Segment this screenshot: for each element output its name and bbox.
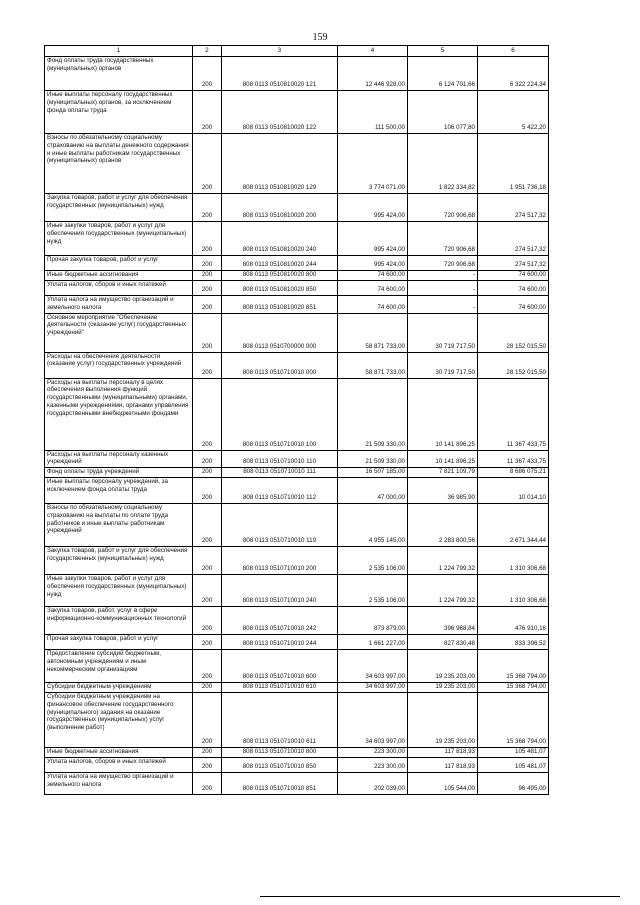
row-executed-amount: 105 544,00 — [408, 773, 478, 795]
row-budget-code: 808 0113 0510710010 111 — [222, 468, 338, 478]
row-executed-amount: 720 906,68 — [408, 256, 478, 271]
row-unexecuted-amount: 6 322 224,34 — [478, 57, 549, 91]
row-budget-code: 808 0113 0510810020 122 — [222, 91, 338, 134]
row-name: Взносы по обязательному социальному страхованию на выплаты по оплате труда работников и иные выплаты работникам учреждений — [45, 504, 193, 547]
row-budget-code: 808 0113 0510810020 200 — [222, 194, 338, 222]
row-executed-amount: 10 141 896,25 — [408, 378, 478, 450]
row-approved-amount: 21 509 330,00 — [338, 378, 408, 450]
row-budget-code: 808 0113 0510710010 110 — [222, 450, 338, 468]
row-approved-amount: 58 871 733,00 — [338, 352, 408, 378]
row-approved-amount: 995 424,00 — [338, 222, 408, 256]
row-unexecuted-amount: 105 481,07 — [478, 758, 549, 773]
row-line-code: 200 — [193, 313, 222, 352]
row-unexecuted-amount: 96 495,00 — [478, 773, 549, 795]
row-executed-amount: 827 830,48 — [408, 635, 478, 650]
table-row — [45, 450, 549, 468]
row-unexecuted-amount: 274 517,32 — [478, 222, 549, 256]
column-header: 4 — [338, 46, 408, 57]
row-line-code: 200 — [193, 222, 222, 256]
row-approved-amount: 995 424,00 — [338, 256, 408, 271]
row-budget-code: 808 0113 0510710010 000 — [222, 352, 338, 378]
row-line-code: 200 — [193, 575, 222, 607]
row-unexecuted-amount: 28 152 015,50 — [478, 352, 549, 378]
row-unexecuted-amount: 1 310 306,68 — [478, 575, 549, 607]
column-header: 2 — [193, 46, 222, 57]
row-budget-code: 808 0113 0510700000 000 — [222, 313, 338, 352]
table-row — [45, 547, 549, 575]
row-approved-amount: 223 300,00 — [338, 748, 408, 758]
row-name: Уплата налогов, сборов и иных платежей — [45, 281, 193, 296]
row-line-code: 200 — [193, 296, 222, 314]
row-line-code: 200 — [193, 683, 222, 693]
row-name: Уплата налога на имущество организаций и земельного налога — [45, 773, 193, 795]
row-executed-amount: 36 985,90 — [408, 478, 478, 504]
row-approved-amount: 3 774 071,00 — [338, 134, 408, 194]
row-line-code: 200 — [193, 352, 222, 378]
row-name: Иные бюджетные ассигнования — [45, 271, 193, 281]
column-header: 6 — [478, 46, 549, 57]
row-unexecuted-amount: 11 367 433,75 — [478, 378, 549, 450]
row-name: Уплата налога на имущество организаций и земельного налога — [45, 296, 193, 314]
row-executed-amount: 117 818,93 — [408, 748, 478, 758]
row-approved-amount: 1 661 227,00 — [338, 635, 408, 650]
row-approved-amount: 2 535 106,00 — [338, 547, 408, 575]
row-approved-amount: 223 300,00 — [338, 758, 408, 773]
row-budget-code: 808 0113 0510710010 610 — [222, 683, 338, 693]
row-unexecuted-amount: 1 310 306,68 — [478, 547, 549, 575]
row-executed-amount: - — [408, 296, 478, 314]
table-row — [45, 378, 549, 450]
row-executed-amount: 396 968,84 — [408, 607, 478, 635]
row-unexecuted-amount: 2 671 344,44 — [478, 504, 549, 547]
row-name: Расходы на выплаты персоналу казенных учреждений — [45, 450, 193, 468]
row-line-code: 200 — [193, 134, 222, 194]
row-executed-amount: 720 906,68 — [408, 194, 478, 222]
row-budget-code: 808 0113 0510710010 244 — [222, 635, 338, 650]
column-header: 1 — [45, 46, 193, 57]
row-unexecuted-amount: 11 367 433,75 — [478, 450, 549, 468]
row-executed-amount: - — [408, 281, 478, 296]
table-row — [45, 271, 549, 281]
row-executed-amount: 10 141 896,25 — [408, 450, 478, 468]
row-name: Закупка товаров, работ, услуг в сфере информационно-коммуникационных технологий — [45, 607, 193, 635]
row-budget-code: 808 0113 0510710010 850 — [222, 758, 338, 773]
row-line-code: 200 — [193, 194, 222, 222]
row-unexecuted-amount: 476 910,16 — [478, 607, 549, 635]
table-row — [45, 575, 549, 607]
row-name: Субсидии бюджетным учреждениям на финансовое обеспечение государственного (муниципального) задания на оказание государственных (муниципальных) услуг (выполнение работ) — [45, 693, 193, 748]
row-executed-amount: 7 821 109,79 — [408, 468, 478, 478]
row-budget-code: 808 0113 0510810020 121 — [222, 57, 338, 91]
row-line-code: 200 — [193, 256, 222, 271]
row-budget-code: 808 0113 0510810020 851 — [222, 296, 338, 314]
row-unexecuted-amount: 1 951 736,18 — [478, 134, 549, 194]
row-executed-amount: - — [408, 271, 478, 281]
row-line-code: 200 — [193, 91, 222, 134]
row-budget-code: 808 0113 0510810020 850 — [222, 281, 338, 296]
row-budget-code: 808 0113 0510710010 800 — [222, 748, 338, 758]
row-approved-amount: 16 507 185,00 — [338, 468, 408, 478]
row-name: Расходы на выплаты персоналу в целях обеспечения выполнения функций государственными (муниципальными) органами, казенными учреждениями, органами управления государственными внебюджетными фондами — [45, 378, 193, 450]
row-budget-code: 808 0113 0510710010 600 — [222, 650, 338, 683]
row-line-code: 200 — [193, 547, 222, 575]
row-line-code: 200 — [193, 57, 222, 91]
row-name: Взносы по обязательному социальному страхованию на выплаты денежного содержания и иные выплаты работникам государственных (муниципальных) органов — [45, 134, 193, 194]
table-row — [45, 693, 549, 748]
row-approved-amount: 74 600,00 — [338, 281, 408, 296]
row-budget-code: 808 0113 0510710010 112 — [222, 478, 338, 504]
row-name: Иные выплаты персоналу государственных (муниципальных) органов, за исключением фонда оплаты труда — [45, 91, 193, 134]
row-approved-amount: 74 600,00 — [338, 296, 408, 314]
row-executed-amount: 30 719 717,50 — [408, 313, 478, 352]
row-budget-code: 808 0113 0510710010 611 — [222, 693, 338, 748]
row-executed-amount: 1 822 334,82 — [408, 134, 478, 194]
row-name: Основное мероприятие "Обеспечение деятельности (оказание услуг) государственных учреждений" — [45, 313, 193, 352]
row-line-code: 200 — [193, 478, 222, 504]
row-approved-amount: 995 424,00 — [338, 194, 408, 222]
row-line-code: 200 — [193, 504, 222, 547]
row-name: Прочая закупка товаров, работ и услуг — [45, 256, 193, 271]
table-row — [45, 504, 549, 547]
row-name: Фонд оплаты труда учреждений — [45, 468, 193, 478]
table-row — [45, 468, 549, 478]
row-unexecuted-amount: 105 481,07 — [478, 748, 549, 758]
row-approved-amount: 21 509 330,00 — [338, 450, 408, 468]
row-budget-code: 808 0113 0510710010 119 — [222, 504, 338, 547]
column-header: 5 — [408, 46, 478, 57]
row-unexecuted-amount: 274 517,32 — [478, 194, 549, 222]
row-budget-code: 808 0113 0510810020 800 — [222, 271, 338, 281]
row-approved-amount: 34 603 997,00 — [338, 683, 408, 693]
row-executed-amount: 2 283 800,56 — [408, 504, 478, 547]
row-executed-amount: 6 124 701,66 — [408, 57, 478, 91]
table-row — [45, 256, 549, 271]
row-approved-amount: 202 039,00 — [338, 773, 408, 795]
row-name: Закупка товаров, работ и услуг для обеспечения государственных (муниципальных) нужд — [45, 547, 193, 575]
table-row — [45, 91, 549, 134]
row-line-code: 200 — [193, 378, 222, 450]
row-budget-code: 808 0113 0510810020 244 — [222, 256, 338, 271]
row-line-code: 200 — [193, 748, 222, 758]
row-name: Предоставление субсидий бюджетным, автономным учреждениям и иным некоммерческим организациям — [45, 650, 193, 683]
row-line-code: 200 — [193, 773, 222, 795]
row-approved-amount: 4 955 145,00 — [338, 504, 408, 547]
row-line-code: 200 — [193, 607, 222, 635]
row-name: Расходы на обеспечение деятельности (оказание услуг) государственных учреждений — [45, 352, 193, 378]
row-unexecuted-amount: 15 368 794,00 — [478, 693, 549, 748]
row-executed-amount: 19 235 203,00 — [408, 693, 478, 748]
table-row — [45, 352, 549, 378]
row-approved-amount: 12 446 928,00 — [338, 57, 408, 91]
row-approved-amount: 34 603 997,00 — [338, 650, 408, 683]
row-line-code: 200 — [193, 468, 222, 478]
row-approved-amount: 111 500,00 — [338, 91, 408, 134]
row-approved-amount: 74 600,00 — [338, 271, 408, 281]
footer-rule — [260, 896, 620, 897]
row-executed-amount: 1 224 799,32 — [408, 547, 478, 575]
table-row — [45, 635, 549, 650]
table-row — [45, 478, 549, 504]
table-row — [45, 773, 549, 795]
table-row — [45, 134, 549, 194]
row-approved-amount: 58 871 733,00 — [338, 313, 408, 352]
table-row — [45, 222, 549, 256]
table-row — [45, 281, 549, 296]
row-executed-amount: 19 235 203,00 — [408, 683, 478, 693]
table-row — [45, 313, 549, 352]
table-header-row — [45, 46, 549, 57]
table-row — [45, 296, 549, 314]
row-budget-code: 808 0113 0510710010 200 — [222, 547, 338, 575]
row-name: Уплата налогов, сборов и иных платежей — [45, 758, 193, 773]
row-unexecuted-amount: 833 396,52 — [478, 635, 549, 650]
row-unexecuted-amount: 10 014,10 — [478, 478, 549, 504]
row-unexecuted-amount: 274 517,32 — [478, 256, 549, 271]
row-unexecuted-amount: 8 686 075,21 — [478, 468, 549, 478]
row-name: Иные закупки товаров, работ и услуг для обеспечения государственных (муниципальных) нужд — [45, 575, 193, 607]
row-name: Иные выплаты персоналу учреждений, за исключением фонда оплаты труда — [45, 478, 193, 504]
row-budget-code: 808 0113 0510710010 100 — [222, 378, 338, 450]
row-approved-amount: 2 535 106,00 — [338, 575, 408, 607]
row-executed-amount: 30 719 717,50 — [408, 352, 478, 378]
row-executed-amount: 1 224 799,32 — [408, 575, 478, 607]
table-row — [45, 607, 549, 635]
row-executed-amount: 19 235 203,00 — [408, 650, 478, 683]
row-line-code: 200 — [193, 635, 222, 650]
row-line-code: 200 — [193, 758, 222, 773]
row-executed-amount: 106 077,80 — [408, 91, 478, 134]
row-approved-amount: 34 603 997,00 — [338, 693, 408, 748]
table-row — [45, 194, 549, 222]
row-unexecuted-amount: 74 600,00 — [478, 296, 549, 314]
row-executed-amount: 117 818,93 — [408, 758, 478, 773]
row-budget-code: 808 0113 0510710010 242 — [222, 607, 338, 635]
row-name: Фонд оплаты труда государственных (муниципальных) органов — [45, 57, 193, 91]
row-budget-code: 808 0113 0510710010 240 — [222, 575, 338, 607]
budget-table — [44, 45, 549, 795]
column-header: 3 — [222, 46, 338, 57]
row-line-code: 200 — [193, 650, 222, 683]
table-row — [45, 683, 549, 693]
row-name: Закупка товаров, работ и услуг для обеспечения государственных (муниципальных) нужд — [45, 194, 193, 222]
row-approved-amount: 873 879,00 — [338, 607, 408, 635]
row-executed-amount: 720 906,68 — [408, 222, 478, 256]
table-row — [45, 758, 549, 773]
row-name: Иные бюджетные ассигнования — [45, 748, 193, 758]
row-name: Субсидии бюджетным учреждениям — [45, 683, 193, 693]
row-approved-amount: 47 000,00 — [338, 478, 408, 504]
row-budget-code: 808 0113 0510810020 129 — [222, 134, 338, 194]
row-unexecuted-amount: 5 422,20 — [478, 91, 549, 134]
page-number: 159 — [312, 32, 328, 43]
row-unexecuted-amount: 74 600,00 — [478, 271, 549, 281]
row-line-code: 200 — [193, 281, 222, 296]
table-row — [45, 748, 549, 758]
row-name: Прочая закупка товаров, работ и услуг — [45, 635, 193, 650]
row-line-code: 200 — [193, 693, 222, 748]
row-budget-code: 808 0113 0510710010 851 — [222, 773, 338, 795]
row-budget-code: 808 0113 0510810020 240 — [222, 222, 338, 256]
row-unexecuted-amount: 15 368 794,00 — [478, 650, 549, 683]
table-row — [45, 650, 549, 683]
table-row — [45, 57, 549, 91]
row-unexecuted-amount: 28 152 015,50 — [478, 313, 549, 352]
row-line-code: 200 — [193, 271, 222, 281]
row-name: Иные закупки товаров, работ и услуг для обеспечения государственных (муниципальных) нужд — [45, 222, 193, 256]
row-unexecuted-amount: 15 368 794,00 — [478, 683, 549, 693]
row-line-code: 200 — [193, 450, 222, 468]
row-unexecuted-amount: 74 600,00 — [478, 281, 549, 296]
